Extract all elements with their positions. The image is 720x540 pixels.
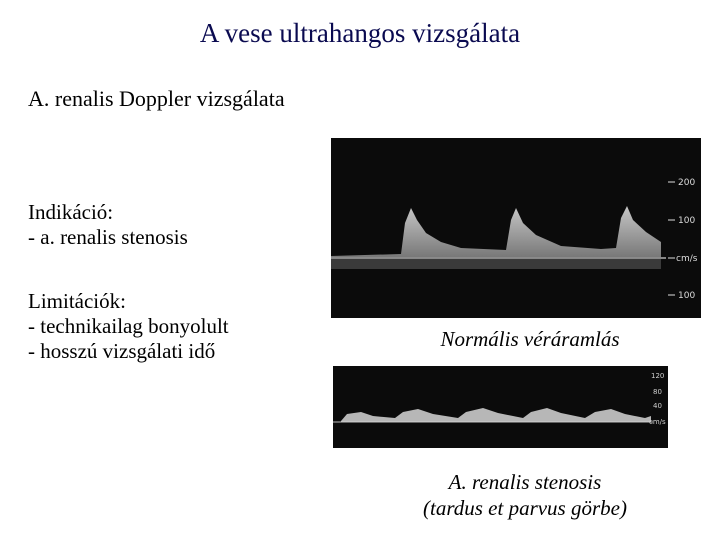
slide-subtitle: A. renalis Doppler vizsgálata — [28, 86, 285, 111]
caption-stenosis-line2: (tardus et parvus görbe) — [423, 496, 627, 520]
caption-stenosis-line1: A. renalis stenosis — [448, 470, 602, 494]
limitations-block — [28, 289, 229, 364]
scale-label: 80 — [653, 388, 662, 396]
doppler-stenosis-image — [333, 366, 668, 448]
indication-heading: Indikáció: — [28, 200, 114, 224]
scale-label: cm/s — [676, 254, 698, 264]
scale-label: 100 — [678, 216, 696, 226]
scale-label: 100 — [678, 291, 696, 301]
scale-label: cm/s — [649, 418, 666, 426]
indication-item: - a. renalis stenosis — [28, 225, 188, 249]
limitation-item: - technikailag bonyolult — [28, 314, 229, 338]
indication-block — [28, 200, 188, 250]
caption-stenosis — [385, 469, 665, 521]
scale-label: 40 — [653, 402, 662, 410]
caption-normal: Normális véráramlás — [440, 327, 620, 351]
slide-title: A vese ultrahangos vizsgálata — [199, 18, 521, 48]
scale-label: 200 — [678, 178, 696, 188]
limitation-item: - hosszú vizsgálati idő — [28, 339, 216, 363]
doppler-normal-image — [331, 138, 701, 318]
scale-label: 120 — [651, 372, 665, 380]
limitations-heading: Limitációk: — [28, 289, 126, 313]
